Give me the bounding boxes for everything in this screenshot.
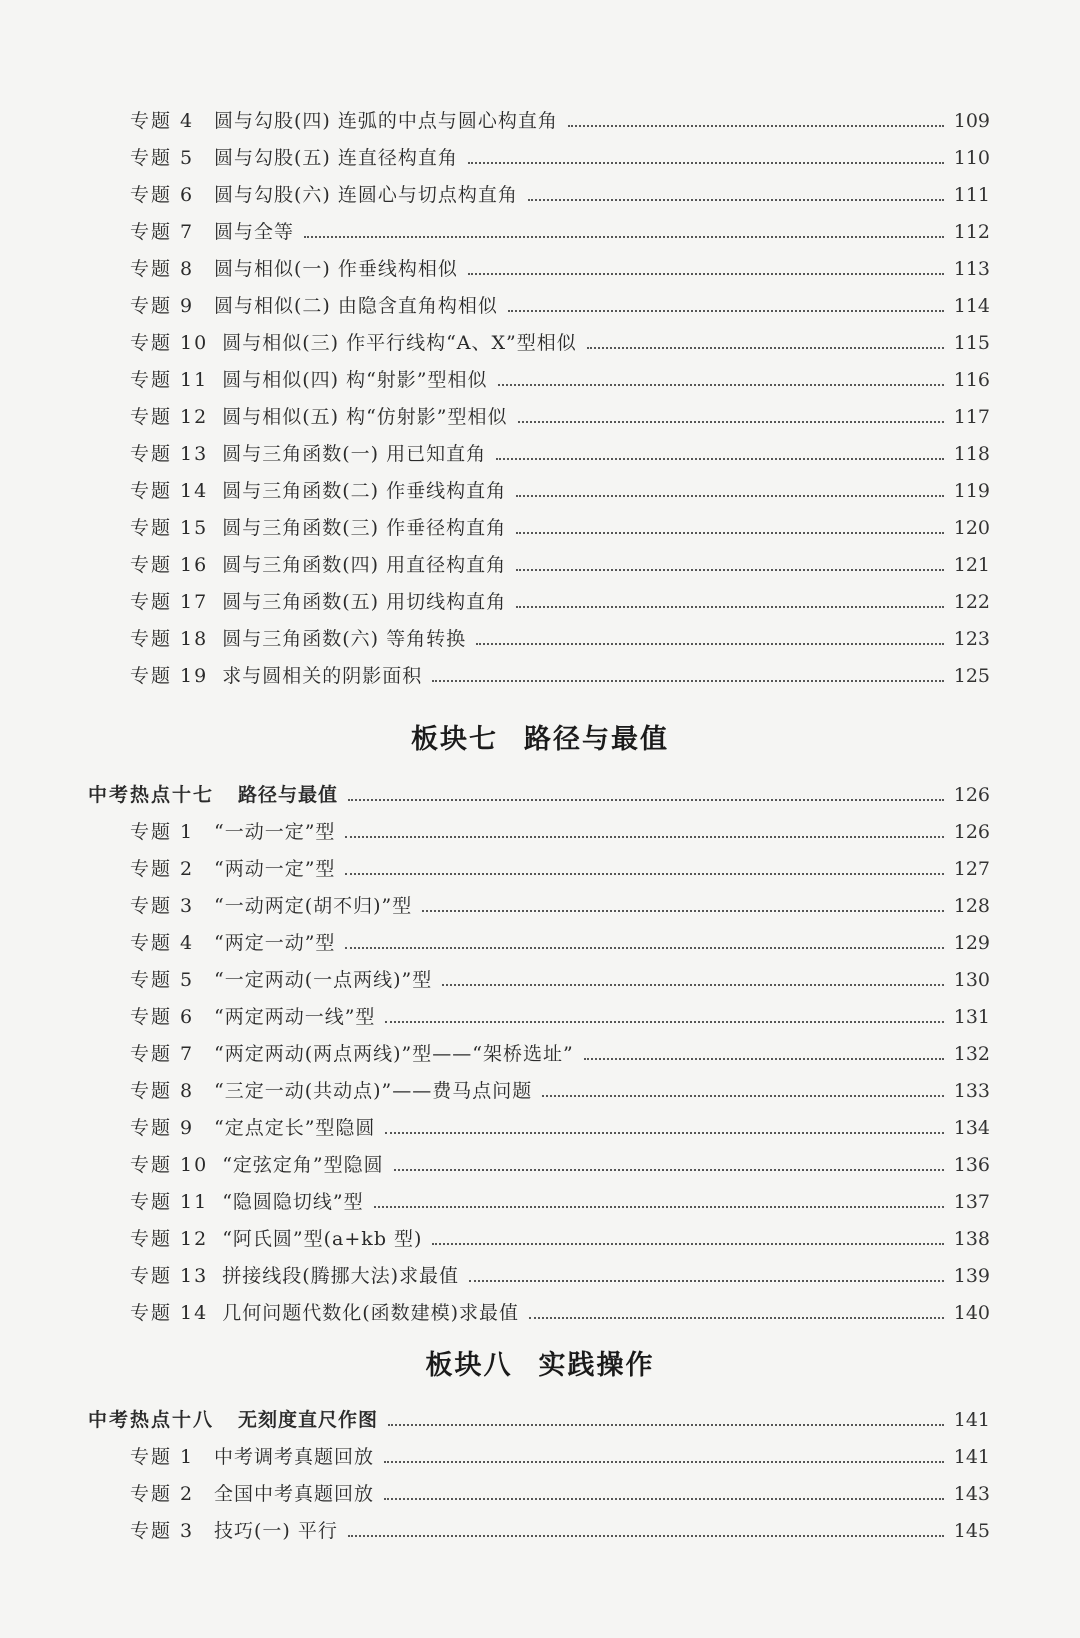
entry-page-number: 109	[953, 110, 990, 132]
entry-title: 圆与三角函数(六) 等角转换	[222, 628, 467, 650]
entry-page-number: 110	[953, 147, 990, 169]
entry-label: 专题 10	[130, 332, 209, 354]
entry-page-number: 112	[953, 221, 990, 243]
toc-entry	[130, 965, 990, 992]
dot-leader	[388, 1424, 944, 1426]
entry-label: 专题 8	[130, 258, 195, 280]
entry-title: “两定两动(两点两线)”型——“架桥选址”	[214, 1043, 574, 1065]
entry-title: 圆与相似(一) 作垂线构相似	[214, 258, 458, 280]
entry-page-number: 126	[953, 784, 990, 806]
entry-label: 专题 2	[130, 858, 195, 880]
entry-label: 专题 4	[130, 932, 195, 954]
entry-page-number: 117	[953, 406, 990, 428]
toc-entry	[130, 1076, 990, 1103]
dot-leader	[516, 606, 944, 608]
entry-page-number: 139	[953, 1265, 990, 1287]
toc-entry	[130, 143, 990, 170]
section-heading	[0, 717, 1080, 756]
dot-leader	[469, 1280, 944, 1282]
entry-label: 专题 12	[130, 1228, 209, 1250]
entry-page-number: 145	[953, 1520, 990, 1542]
entry-label: 专题 4	[130, 110, 195, 132]
entry-title: 圆与三角函数(四) 用直径构直角	[222, 554, 507, 576]
entry-label: 专题 16	[130, 554, 209, 576]
entry-title: “两定一动”型	[214, 932, 336, 954]
entry-page-number: 121	[953, 554, 990, 576]
entry-title: “一动一定”型	[214, 821, 336, 843]
dot-leader	[385, 1021, 943, 1023]
dot-leader	[516, 495, 944, 497]
dot-leader	[587, 347, 944, 349]
entry-page-number: 129	[953, 932, 990, 954]
entry-title: “两定两动一线”型	[214, 1006, 376, 1028]
section-title: 路径与最值	[524, 724, 669, 755]
dot-leader	[476, 643, 944, 645]
toc-entry	[130, 254, 990, 281]
entry-label: 专题 5	[130, 147, 195, 169]
entry-page-number: 118	[953, 443, 990, 465]
toc-entry	[130, 891, 990, 918]
toc-entry	[130, 1516, 990, 1543]
entry-title: 圆与三角函数(三) 作垂径构直角	[222, 517, 507, 539]
entry-title: 圆与相似(三) 作平行线构“A、X”型相似	[222, 332, 577, 354]
entry-label: 专题 1	[130, 1446, 195, 1468]
section-title: 实践操作	[538, 1350, 655, 1381]
dot-leader	[529, 1317, 944, 1319]
hot-topic-title: 路径与最值	[238, 784, 339, 806]
toc-entry	[130, 587, 990, 614]
entry-title: 圆与三角函数(五) 用切线构直角	[222, 591, 507, 613]
dot-leader	[468, 162, 944, 164]
entry-title: 中考调考真题回放	[214, 1446, 375, 1468]
toc-entry	[130, 106, 990, 133]
entry-title: 几何问题代数化(函数建模)求最值	[222, 1302, 520, 1324]
toc-entry	[130, 1039, 990, 1066]
dot-leader	[442, 984, 943, 986]
dot-leader	[542, 1095, 943, 1097]
entry-title: 全国中考真题回放	[214, 1483, 375, 1505]
toc-entry	[130, 1224, 990, 1251]
toc-entry	[130, 661, 990, 688]
dot-leader	[568, 125, 944, 127]
entry-page-number: 125	[953, 665, 990, 687]
entry-page-number: 126	[953, 821, 990, 843]
entry-label: 专题 14	[130, 1302, 209, 1324]
dot-leader	[345, 873, 943, 875]
toc-entry	[130, 476, 990, 503]
toc-entry	[130, 1150, 990, 1177]
dot-leader	[496, 458, 944, 460]
entry-title: “三定一动(共动点)”——费马点问题	[214, 1080, 533, 1102]
entry-title: 技巧(一) 平行	[214, 1520, 338, 1542]
toc-entry	[130, 365, 990, 392]
entry-page-number: 127	[953, 858, 990, 880]
toc-entry	[130, 439, 990, 466]
entry-label: 专题 1	[130, 821, 195, 843]
dot-leader	[432, 680, 944, 682]
entry-page-number: 141	[953, 1446, 990, 1468]
entry-page-number: 131	[953, 1006, 990, 1028]
entry-label: 专题 9	[130, 295, 195, 317]
entry-label: 专题 5	[130, 969, 195, 991]
entry-title: 圆与勾股(六) 连圆心与切点构直角	[214, 184, 518, 206]
dot-leader	[345, 836, 943, 838]
hot-topic-entry	[88, 1405, 990, 1432]
toc-entry	[130, 1113, 990, 1140]
entry-label: 专题 11	[130, 1191, 209, 1213]
dot-leader	[348, 1535, 944, 1537]
entry-label: 专题 9	[130, 1117, 195, 1139]
toc-entry	[130, 854, 990, 881]
entry-label: 专题 3	[130, 895, 195, 917]
entry-page-number: 128	[953, 895, 990, 917]
toc-entry	[130, 1187, 990, 1214]
entry-title: “阿氏圆”型(a+kb 型)	[222, 1228, 423, 1250]
entry-label: 专题 17	[130, 591, 209, 613]
dot-leader	[528, 199, 944, 201]
entry-page-number: 122	[953, 591, 990, 613]
hot-topic-entry	[88, 780, 990, 807]
hot-topic-label: 中考热点十七	[88, 784, 215, 806]
entry-label: 专题 18	[130, 628, 209, 650]
hot-topic-title: 无刻度直尺作图	[238, 1409, 379, 1431]
dot-leader	[394, 1169, 944, 1171]
entry-title: 圆与相似(五) 构“仿射影”型相似	[222, 406, 508, 428]
entry-page-number: 120	[953, 517, 990, 539]
toc-entry	[130, 1479, 990, 1506]
dot-leader	[516, 569, 944, 571]
dot-leader	[584, 1058, 944, 1060]
entry-page-number: 111	[953, 184, 990, 206]
entry-page-number: 138	[953, 1228, 990, 1250]
entry-page-number: 133	[953, 1080, 990, 1102]
entry-label: 专题 15	[130, 517, 209, 539]
entry-label: 专题 19	[130, 665, 209, 687]
toc-entry	[130, 217, 990, 244]
section-number: 板块七	[411, 724, 498, 755]
entry-label: 专题 3	[130, 1520, 195, 1542]
dot-leader	[384, 1461, 944, 1463]
dot-leader	[432, 1243, 943, 1245]
entry-page-number: 123	[953, 628, 990, 650]
dot-leader	[374, 1206, 944, 1208]
toc-entry	[130, 1002, 990, 1029]
dot-leader	[384, 1498, 944, 1500]
entry-page-number: 132	[953, 1043, 990, 1065]
entry-label: 专题 2	[130, 1483, 195, 1505]
entry-label: 专题 10	[130, 1154, 209, 1176]
section-number: 板块八	[425, 1350, 513, 1381]
toc-entry	[130, 1442, 990, 1469]
toc-entry	[130, 1298, 990, 1325]
entry-title: 拼接线段(腾挪大法)求最值	[222, 1265, 460, 1287]
entry-title: 求与圆相关的阴影面积	[222, 665, 423, 687]
entry-page-number: 113	[953, 258, 990, 280]
dot-leader	[498, 384, 944, 386]
entry-title: 圆与三角函数(二) 作垂线构直角	[222, 480, 507, 502]
entry-page-number: 140	[953, 1302, 990, 1324]
dot-leader	[516, 532, 944, 534]
entry-page-number: 134	[953, 1117, 990, 1139]
entry-label: 专题 6	[130, 184, 195, 206]
entry-page-number: 115	[953, 332, 990, 354]
toc-entry	[130, 180, 990, 207]
toc-entry	[130, 513, 990, 540]
toc-entry	[130, 328, 990, 355]
entry-title: 圆与全等	[214, 221, 295, 243]
toc-entry	[130, 817, 990, 844]
entry-page-number: 114	[953, 295, 990, 317]
entry-title: 圆与勾股(四) 连弧的中点与圆心构直角	[214, 110, 558, 132]
entry-page-number: 116	[953, 369, 990, 391]
dot-leader	[468, 273, 944, 275]
dot-leader	[348, 799, 944, 801]
entry-label: 专题 6	[130, 1006, 195, 1028]
entry-title: 圆与三角函数(一) 用已知直角	[222, 443, 487, 465]
entry-label: 专题 14	[130, 480, 209, 502]
entry-title: “定点定长”型隐圆	[214, 1117, 376, 1139]
entry-title: “隐圆隐切线”型	[222, 1191, 364, 1213]
dot-leader	[304, 236, 944, 238]
entry-title: “一动两定(胡不归)”型	[214, 895, 413, 917]
entry-title: 圆与相似(二) 由隐含直角构相似	[214, 295, 498, 317]
toc-entry	[130, 402, 990, 429]
entry-label: 专题 13	[130, 443, 209, 465]
toc-entry	[130, 624, 990, 651]
entry-page-number: 143	[953, 1483, 990, 1505]
entry-label: 专题 12	[130, 406, 209, 428]
entry-page-number: 130	[953, 969, 990, 991]
entry-page-number: 119	[953, 480, 990, 502]
entry-label: 专题 13	[130, 1265, 209, 1287]
dot-leader	[422, 910, 943, 912]
toc-entry	[130, 928, 990, 955]
entry-label: 专题 7	[130, 1043, 195, 1065]
dot-leader	[518, 421, 944, 423]
entry-label: 专题 7	[130, 221, 195, 243]
entry-page-number: 136	[953, 1154, 990, 1176]
entry-title: “一定两动(一点两线)”型	[214, 969, 433, 991]
toc-entry	[130, 291, 990, 318]
entry-title: “两动一定”型	[214, 858, 336, 880]
entry-title: 圆与相似(四) 构“射影”型相似	[222, 369, 488, 391]
dot-leader	[385, 1132, 943, 1134]
dot-leader	[345, 947, 943, 949]
dot-leader	[508, 310, 944, 312]
entry-label: 专题 11	[130, 369, 209, 391]
entry-page-number: 137	[953, 1191, 990, 1213]
entry-title: “定弦定角”型隐圆	[222, 1154, 384, 1176]
entry-title: 圆与勾股(五) 连直径构直角	[214, 147, 458, 169]
hot-topic-label: 中考热点十八	[88, 1409, 215, 1431]
entry-page-number: 141	[953, 1409, 990, 1431]
entry-label: 专题 8	[130, 1080, 195, 1102]
toc-entry	[130, 550, 990, 577]
section-heading	[0, 1343, 1080, 1382]
toc-entry	[130, 1261, 990, 1288]
